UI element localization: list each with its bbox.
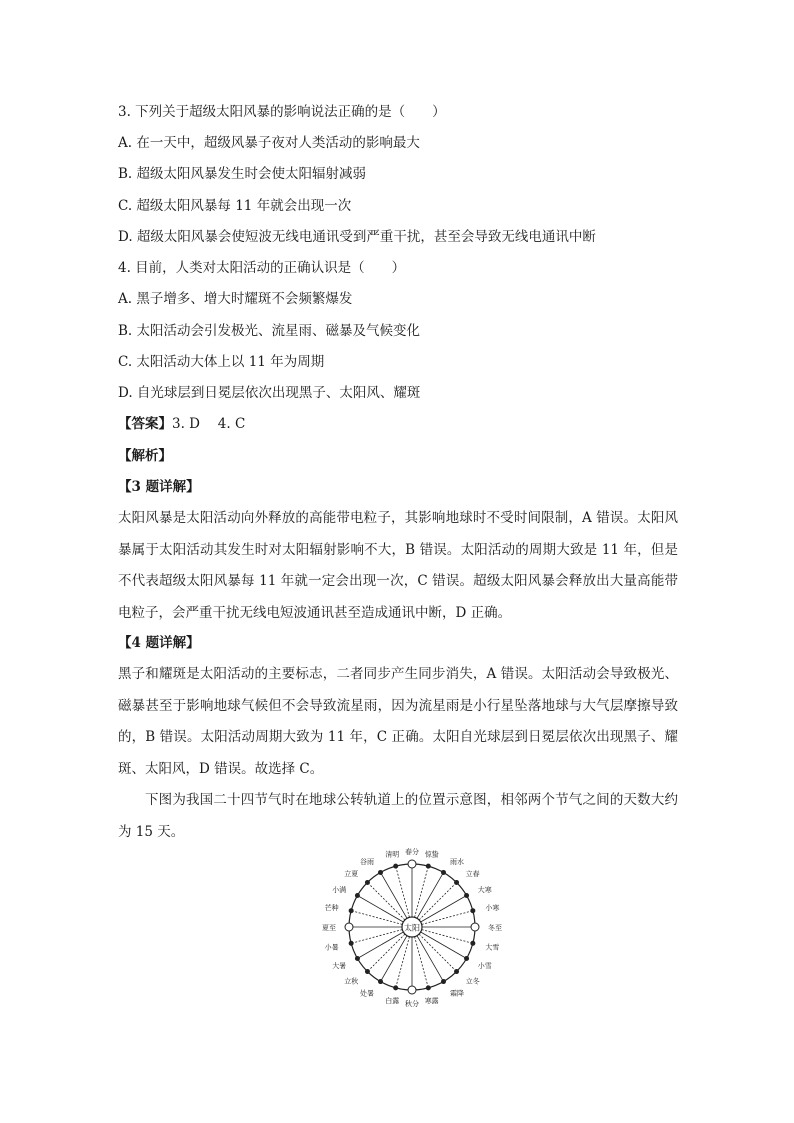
solar-term-dot xyxy=(455,880,459,884)
q3-option-c: C. 超级太阳风暴每 11 年就会出现一次 xyxy=(118,198,352,214)
solar-term-dot xyxy=(394,986,398,990)
orbit-spoke xyxy=(422,911,473,925)
earth-position-marker xyxy=(345,923,353,931)
solar-term-label: 霜降 xyxy=(450,989,464,998)
q4-option-a: A. 黑子增多、增大时耀斑不会频繁爆发 xyxy=(118,291,353,307)
orbit-spoke xyxy=(396,866,410,917)
q4-option-d: D. 自光球层到日冕层依次出现黑子、太阳风、耀斑 xyxy=(118,385,421,401)
solar-term-label: 秋分 xyxy=(405,999,419,1008)
solar-term-label: 立秋 xyxy=(344,977,359,986)
solar-term-dot xyxy=(379,870,383,874)
solar-term-label: 立春 xyxy=(465,870,480,879)
detail3-heading: 【3 题详解】 xyxy=(118,479,200,495)
orbit-spoke xyxy=(415,937,429,988)
solar-terms-orbit-diagram xyxy=(322,845,502,1020)
solar-term-dot xyxy=(365,880,369,884)
detail3-paragraph: 太阳风暴是太阳活动向外释放的高能带电粒子，其影响地球时不受时间限制，A 错误。太阳风暴属于太阳活动其发生时对太阳辐射影响不大，B 错误。太阳活动的周期大致是 11 年，但是不代表超级太阳风暴每 11 年就一定会出现一次，C 错误。超级太阳风暴会释放出大量高能带电粒子，会严重干扰无线电短波通讯甚至造成通讯中断，D 正确。 xyxy=(118,510,678,621)
detail4-paragraph: 黑子和耀斑是太阳活动的主要标志，二者同步产生同步消失，A 错误。太阳活动会导致极光、磁暴甚至于影响地球气候但不会导致流星雨，因为流星雨是小行星坠落地球与大气层摩擦导致的，B 错误。太阳活动周期大致为 11 年，C 正确。太阳自光球层到日冕层依次出现黑子、耀斑、太阳风，D 错误。故选择 C。 xyxy=(118,666,678,777)
solar-term-label: 冬至 xyxy=(488,923,502,932)
orbit-spoke xyxy=(396,937,410,988)
orbit-spoke xyxy=(367,882,404,919)
orbit-spoke xyxy=(419,882,456,919)
solar-term-label: 小雪 xyxy=(477,961,492,970)
orbit-spoke xyxy=(422,930,473,944)
solar-term-label: 立冬 xyxy=(465,977,480,986)
solar-term-dot xyxy=(349,941,353,945)
orbit-spoke xyxy=(415,866,429,917)
q3-option-b: B. 超级太阳风暴发生时会使太阳辐射减弱 xyxy=(118,166,367,182)
solar-term-label: 谷雨 xyxy=(360,858,374,866)
solar-term-dot xyxy=(426,986,430,990)
solar-term-label: 雨水 xyxy=(450,858,464,866)
solar-term-dot xyxy=(455,970,459,974)
solar-term-label: 小寒 xyxy=(485,904,500,913)
solar-term-dot xyxy=(465,894,469,898)
solar-term-label: 清明 xyxy=(385,850,400,859)
analysis-heading: 【解析】 xyxy=(118,448,172,464)
q3-stem: 3. 下列关于超级太阳风暴的影响说法正确的是（ ） xyxy=(118,104,446,120)
q3-option-d: D. 超级太阳风暴会使短波无线电通讯受到严重干扰，甚至会导致无线电通讯中断 xyxy=(118,229,596,245)
solar-term-label: 处暑 xyxy=(360,989,374,998)
solar-term-label: 寒露 xyxy=(424,997,439,1006)
solar-term-label: 白露 xyxy=(385,997,400,1006)
answer-text: 3. D 4. C xyxy=(172,416,246,432)
solar-term-dot xyxy=(442,980,446,984)
solar-term-dot xyxy=(442,870,446,874)
solar-term-dot xyxy=(394,864,398,868)
solar-term-label: 芒种 xyxy=(324,904,339,913)
solar-term-label: 惊蛰 xyxy=(424,850,439,859)
q4-option-c: C. 太阳活动大体上以 11 年为周期 xyxy=(118,354,325,370)
solar-term-label: 大暑 xyxy=(332,961,347,970)
earth-position-marker xyxy=(471,923,479,931)
detail4-heading: 【4 题详解】 xyxy=(118,635,200,651)
earth-position-marker xyxy=(408,986,416,994)
solar-term-dot xyxy=(471,909,475,913)
orbit-spoke xyxy=(419,934,456,971)
solar-term-label: 小满 xyxy=(332,885,347,894)
solar-term-label: 大寒 xyxy=(477,885,492,894)
solar-term-label: 大雪 xyxy=(485,943,500,952)
q3-option-a: A. 在一天中，超级风暴子夜对人类活动的影响最大 xyxy=(118,135,420,151)
solar-term-dot xyxy=(365,970,369,974)
orbit-spoke xyxy=(351,911,402,925)
q4-option-b: B. 太阳活动会引发极光、流星雨、磁暴及气候变化 xyxy=(118,323,421,339)
solar-term-dot xyxy=(465,957,469,961)
solar-term-label: 小暑 xyxy=(324,943,339,952)
diagram-intro: 下图为我国二十四节气时在地球公转轨道上的位置示意图，相邻两个节气之间的天数大约为 15 天。 xyxy=(118,792,678,840)
solar-term-label: 春分 xyxy=(405,847,419,856)
q4-stem: 4. 目前，人类对太阳活动的正确认识是（ ） xyxy=(118,260,406,276)
sun-label: 太阳 xyxy=(404,923,420,933)
solar-term-label: 立夏 xyxy=(344,870,359,879)
answer-label: 【答案】 xyxy=(118,416,172,432)
orbit-spoke xyxy=(367,934,404,971)
orbit-spoke xyxy=(351,930,402,944)
solar-term-dot xyxy=(471,941,475,945)
answer-line xyxy=(118,414,678,434)
solar-term-dot xyxy=(426,864,430,868)
earth-position-marker xyxy=(408,860,416,868)
solar-term-dot xyxy=(355,894,359,898)
solar-term-dot xyxy=(355,957,359,961)
solar-term-dot xyxy=(349,909,353,913)
solar-term-dot xyxy=(379,980,383,984)
solar-term-label: 夏至 xyxy=(322,923,336,932)
